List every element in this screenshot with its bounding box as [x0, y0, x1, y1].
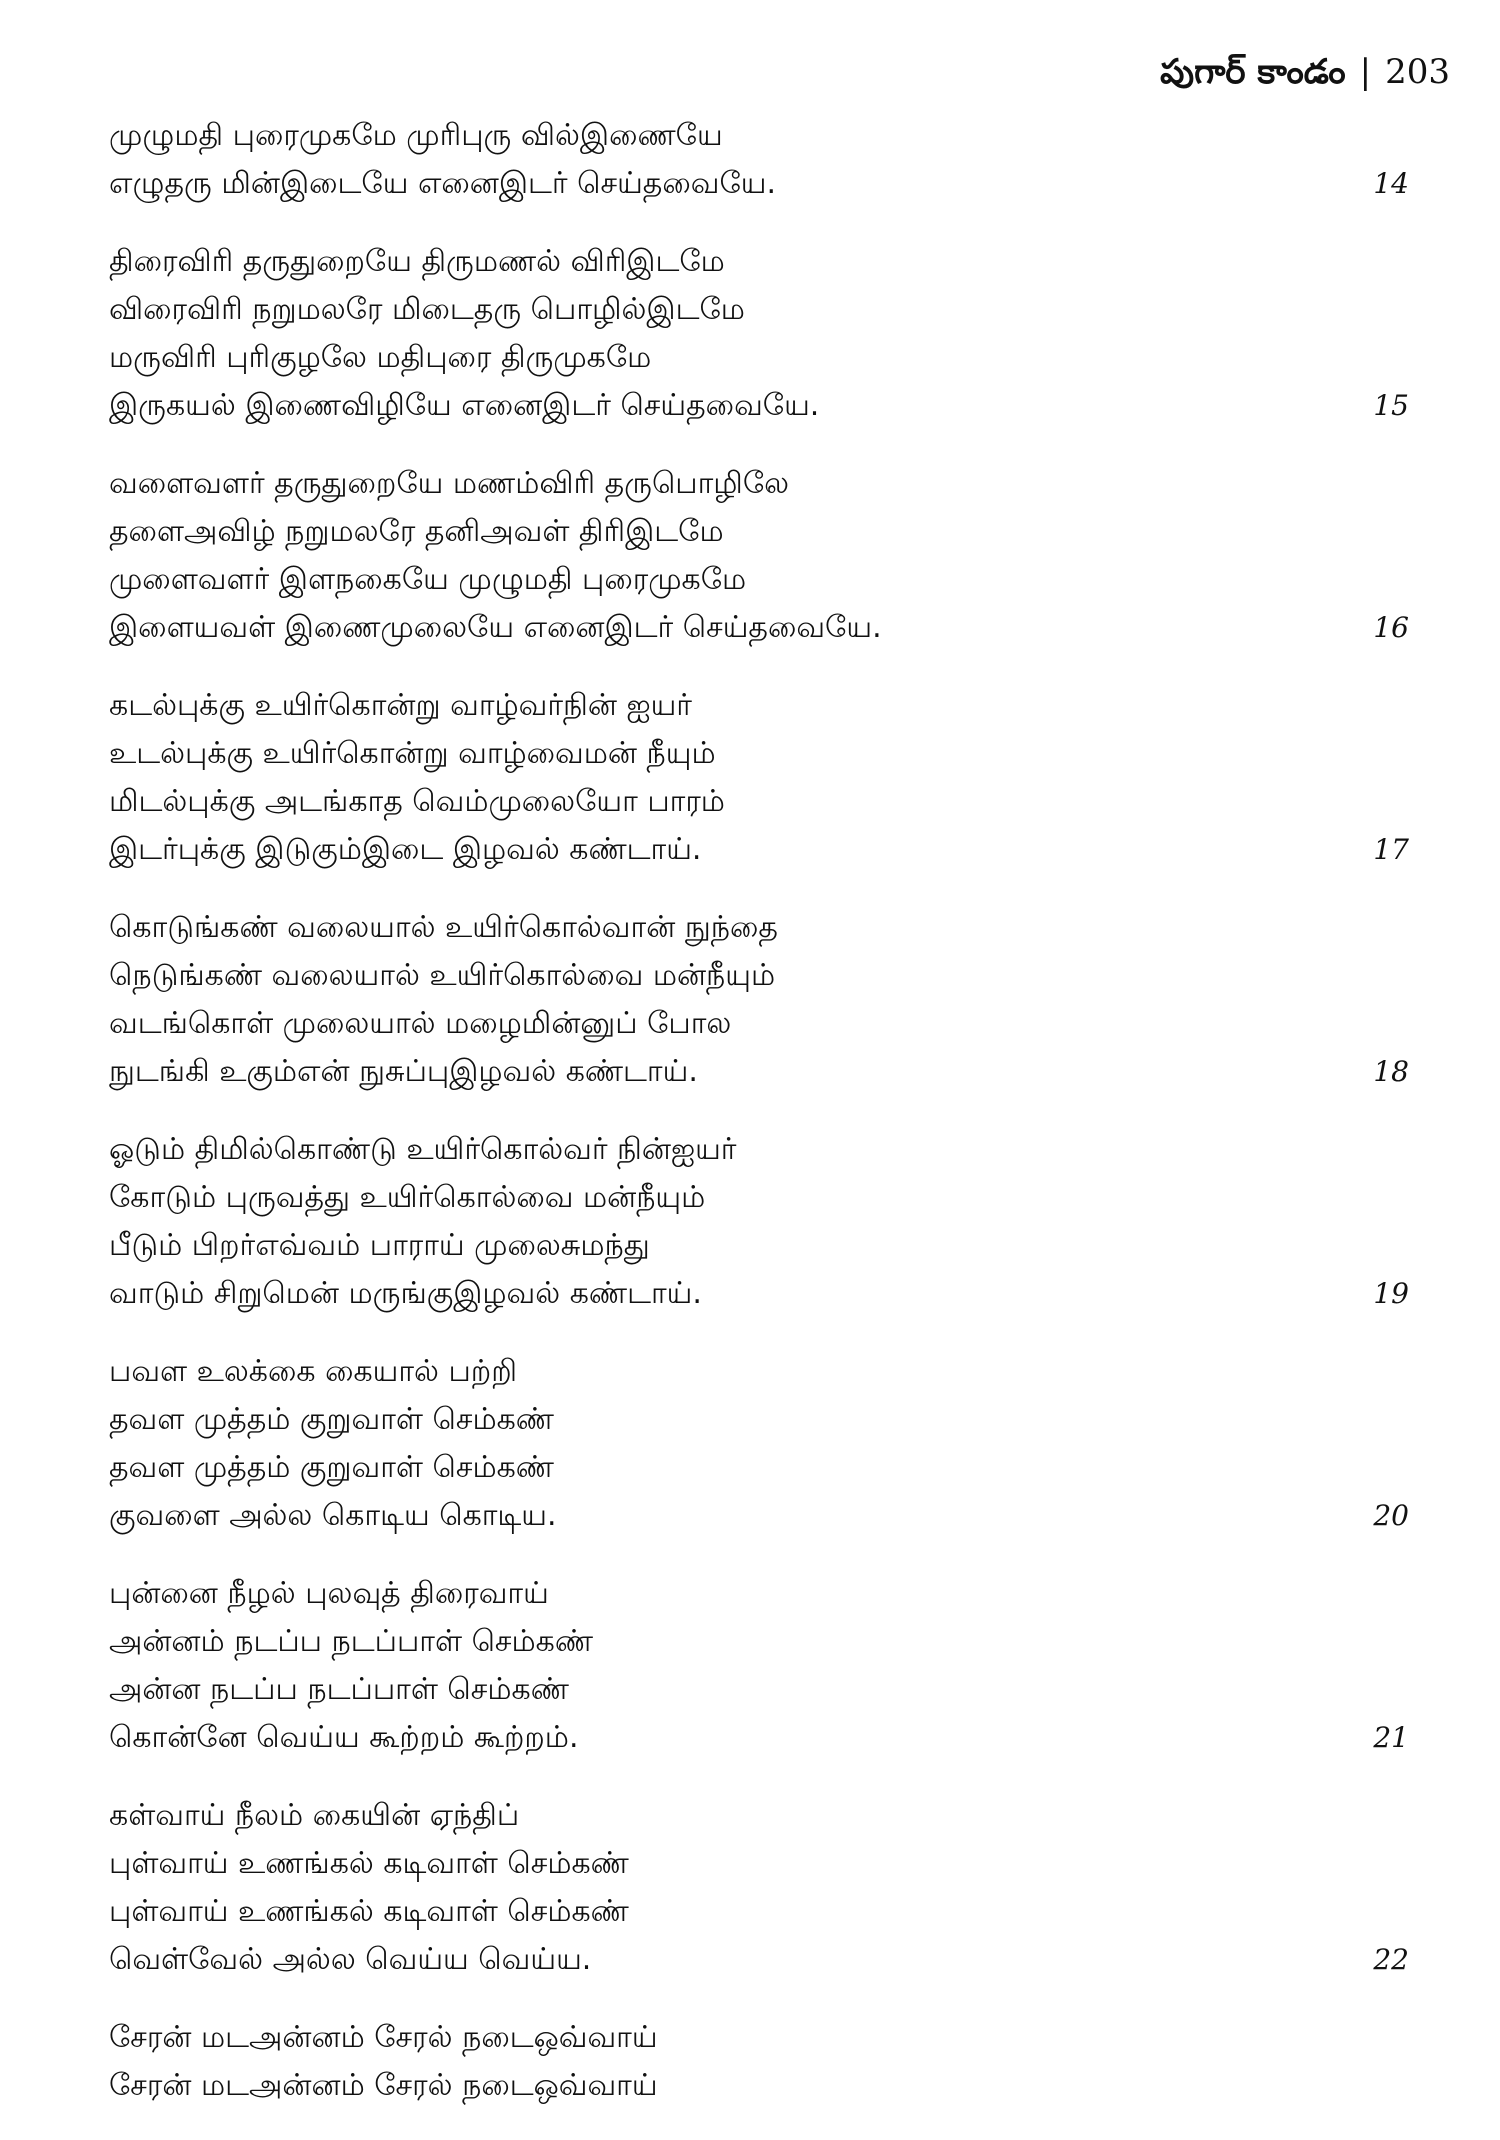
stanza-number: 14	[1373, 167, 1409, 200]
verse-line: அன்ன நடப்ப நடப்பாள் செம்கண்	[109, 1672, 569, 1707]
stanza	[109, 682, 1409, 874]
stanza	[109, 238, 1409, 430]
poem-body	[109, 112, 1409, 2140]
verse-line: உடல்புக்கு உயிர்கொன்று வாழ்வைமன் நீயும்	[109, 736, 716, 771]
stanza-number: 21	[1373, 1721, 1409, 1754]
running-header	[1160, 52, 1450, 100]
verse-line: திரைவிரி தருதுறையே திருமணல் விரிஇடமே	[109, 244, 725, 279]
stanza-number: 20	[1373, 1499, 1409, 1532]
verse-line: இருகயல் இணைவிழியே எனைஇடர் செய்தவையே.	[109, 388, 820, 423]
verse-line: நுடங்கி உகும்என் நுசுப்புஇழவல் கண்டாய்.	[109, 1054, 698, 1089]
verse-line: புள்வாய் உணங்கல் கடிவாள் செம்கண்	[109, 1894, 629, 1929]
verse-line: தவள முத்தம் குறுவாள் செம்கண்	[109, 1450, 554, 1485]
verse-line: புன்னை நீழல் புலவுத் திரைவாய்	[109, 1576, 549, 1611]
verse-line: முளைவளர் இளநகையே முழுமதி புரைமுகமே	[109, 562, 747, 597]
verse-line: தளைஅவிழ் நறுமலரே தனிஅவள் திரிஇடமே	[109, 514, 724, 549]
page-number: 203	[1385, 52, 1450, 92]
verse-line: சேரன் மடஅன்னம் சேரல் நடைஒவ்வாய்	[109, 2020, 658, 2055]
verse-line: இடர்புக்கு இடுகும்இடை இழவல் கண்டாய்.	[109, 832, 702, 867]
verse-line: மருவிரி புரிகுழலே மதிபுரை திருமுகமே	[109, 340, 652, 375]
stanza-number: 18	[1373, 1055, 1409, 1088]
verse-line: கள்வாய் நீலம் கையின் ஏந்திப்	[109, 1798, 520, 1833]
verse-line: கோடும் புருவத்து உயிர்கொல்வை மன்நீயும்	[109, 1180, 706, 1215]
verse-line: வளைவளர் தருதுறையே மணம்விரி தருபொழிலே	[109, 466, 790, 501]
verse-line: சேரன் மடஅன்னம் சேரல் நடைஒவ்வாய்	[109, 2068, 658, 2103]
verse-line: கொன்னே வெய்ய கூற்றம் கூற்றம்.	[109, 1720, 579, 1755]
verse-line: வடங்கொள் முலையால் மழைமின்னுப் போல	[109, 1006, 732, 1041]
verse-line: எழுதரு மின்இடையே எனைஇடர் செய்தவையே.	[109, 166, 777, 201]
verse-line: பவள உலக்கை கையால் பற்றி	[109, 1354, 518, 1389]
verse-line: இளையவள் இணைமுலையே எனைஇடர் செய்தவையே.	[109, 610, 882, 645]
stanza-number: 16	[1373, 611, 1409, 644]
verse-line: கொடுங்கண் வலையால் உயிர்கொல்வான் நுந்தை	[109, 910, 778, 945]
verse-line: விரைவிரி நறுமலரே மிடைதரு பொழில்இடமே	[109, 292, 745, 327]
stanza	[109, 1126, 1409, 1318]
stanza	[109, 2014, 1409, 2110]
stanza	[109, 904, 1409, 1096]
stanza-number: 19	[1373, 1277, 1409, 1310]
stanza-number: 15	[1373, 389, 1409, 422]
verse-line: நெடுங்கண் வலையால் உயிர்கொல்வை மன்நீயும்	[109, 958, 776, 993]
stanza	[109, 1348, 1409, 1540]
stanza-number: 22	[1373, 1943, 1409, 1976]
verse-line: வாடும் சிறுமென் மருங்குஇழவல் கண்டாய்.	[109, 1276, 702, 1311]
verse-line: புள்வாய் உணங்கல் கடிவாள் செம்கண்	[109, 1846, 629, 1881]
stanza	[109, 112, 1409, 208]
verse-line: முழுமதி புரைமுகமே முரிபுரு வில்இணையே	[109, 118, 723, 153]
stanza	[109, 1570, 1409, 1762]
verse-line: கடல்புக்கு உயிர்கொன்று வாழ்வர்நின் ஐயர்	[109, 688, 692, 723]
verse-line: குவளை அல்ல கொடிய கொடிய.	[109, 1498, 557, 1533]
verse-line: அன்னம் நடப்ப நடப்பாள் செம்கண்	[109, 1624, 594, 1659]
verse-line: ஓடும் திமில்கொண்டு உயிர்கொல்வர் நின்ஐயர்	[109, 1132, 737, 1167]
stanza	[109, 460, 1409, 652]
verse-line: பீடும் பிறர்எவ்வம் பாராய் முலைசுமந்து	[109, 1228, 650, 1263]
verse-line: தவள முத்தம் குறுவாள் செம்கண்	[109, 1402, 554, 1437]
stanza-number: 17	[1373, 833, 1409, 866]
chapter-title: పుగార్ కాండం	[1160, 52, 1346, 92]
header-separator: |	[1359, 52, 1372, 92]
verse-line: வெள்வேல் அல்ல வெய்ய வெய்ய.	[109, 1942, 592, 1977]
stanza	[109, 1792, 1409, 1984]
verse-line: மிடல்புக்கு அடங்காத வெம்முலையோ பாரம்	[109, 784, 725, 819]
